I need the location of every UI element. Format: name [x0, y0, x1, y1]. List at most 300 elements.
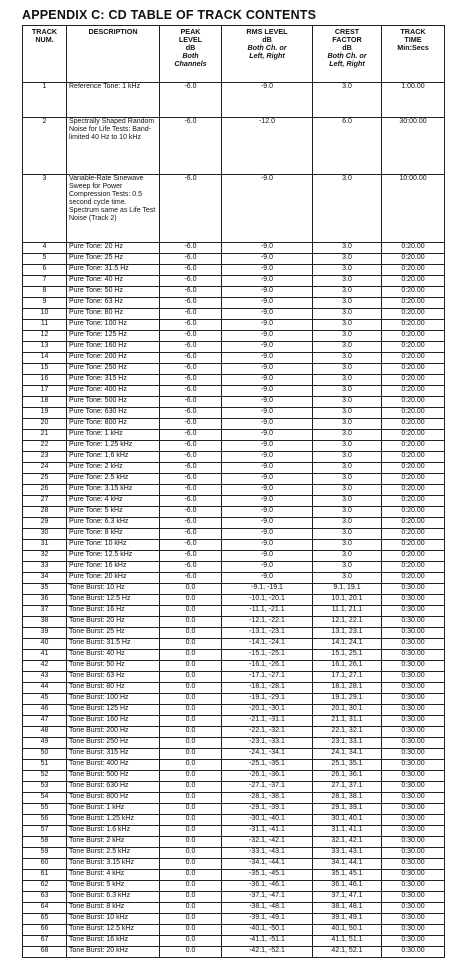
- track-number-cell: 26: [23, 485, 67, 496]
- track-time-cell: 0:30.00: [382, 595, 445, 606]
- track-time-cell: 0:20.00: [382, 298, 445, 309]
- peak-level-cell: 0.0: [160, 672, 222, 683]
- rms-level-cell: -9.0: [222, 83, 313, 118]
- table-row: [23, 441, 445, 452]
- table-row: [23, 551, 445, 562]
- crest-factor-cell: 16.1, 26.1: [313, 661, 382, 672]
- rms-level-cell: -9.0: [222, 463, 313, 474]
- track-number-cell: 2: [23, 118, 67, 175]
- table-row: [23, 309, 445, 320]
- rms-level-cell: -42.1, -52.1: [222, 947, 313, 958]
- peak-level-cell: -6.0: [160, 562, 222, 573]
- track-number-cell: 50: [23, 749, 67, 760]
- crest-factor-cell: 31.1, 41.1: [313, 826, 382, 837]
- table-row: [23, 463, 445, 474]
- track-number-cell: 15: [23, 364, 67, 375]
- peak-level-cell: -6.0: [160, 353, 222, 364]
- header-line: DESCRIPTION: [88, 27, 138, 36]
- track-number-cell: 19: [23, 408, 67, 419]
- rms-level-cell: -9.0: [222, 353, 313, 364]
- description-cell: Pure Tone: 6.3 kHz: [67, 518, 160, 529]
- peak-level-cell: -6.0: [160, 386, 222, 397]
- description-cell: Pure Tone: 20 Hz: [67, 243, 160, 254]
- peak-level-cell: 0.0: [160, 705, 222, 716]
- rms-level-cell: -9.0: [222, 276, 313, 287]
- track-time-cell: 0:30.00: [382, 914, 445, 925]
- peak-level-cell: -6.0: [160, 529, 222, 540]
- track-number-cell: 7: [23, 276, 67, 287]
- description-cell: Pure Tone: 16 kHz: [67, 562, 160, 573]
- description-cell: Pure Tone: 20 kHz: [67, 573, 160, 584]
- table-row: [23, 782, 445, 793]
- track-time-cell: 0:20.00: [382, 452, 445, 463]
- peak-level-cell: 0.0: [160, 881, 222, 892]
- rms-level-cell: -11.1, -21.1: [222, 606, 313, 617]
- header-line: PEAK: [180, 27, 201, 36]
- rms-level-cell: -35.1, -45.1: [222, 870, 313, 881]
- peak-level-cell: 0.0: [160, 771, 222, 782]
- table-row: [23, 496, 445, 507]
- track-time-cell: 1:00.00: [382, 83, 445, 118]
- rms-level-cell: -9.0: [222, 518, 313, 529]
- description-cell: Pure Tone: 250 Hz: [67, 364, 160, 375]
- peak-level-cell: -6.0: [160, 331, 222, 342]
- peak-level-cell: 0.0: [160, 837, 222, 848]
- peak-level-cell: 0.0: [160, 782, 222, 793]
- peak-level-cell: 0.0: [160, 760, 222, 771]
- table-row: [23, 562, 445, 573]
- rms-level-cell: -34.1, -44.1: [222, 859, 313, 870]
- crest-factor-cell: 3.0: [313, 485, 382, 496]
- track-time-cell: 0:30.00: [382, 782, 445, 793]
- description-cell: Tone Burst: 1.25 kHz: [67, 815, 160, 826]
- description-cell: Pure Tone: 25 Hz: [67, 254, 160, 265]
- rms-level-cell: -12.1, -22.1: [222, 617, 313, 628]
- description-cell: Pure Tone: 400 Hz: [67, 386, 160, 397]
- peak-level-cell: -6.0: [160, 507, 222, 518]
- crest-factor-cell: 3.0: [313, 309, 382, 320]
- rms-level-cell: -9.0: [222, 474, 313, 485]
- description-cell: Pure Tone: 8 kHz: [67, 529, 160, 540]
- track-number-cell: 62: [23, 881, 67, 892]
- track-time-cell: 0:20.00: [382, 463, 445, 474]
- rms-level-cell: -26.1, -36.1: [222, 771, 313, 782]
- track-number-cell: 28: [23, 507, 67, 518]
- table-row: [23, 947, 445, 958]
- track-number-cell: 38: [23, 617, 67, 628]
- peak-level-cell: -6.0: [160, 265, 222, 276]
- track-time-cell: 0:30.00: [382, 881, 445, 892]
- description-cell: Tone Burst: 5 kHz: [67, 881, 160, 892]
- track-time-cell: 0:20.00: [382, 364, 445, 375]
- table-row: [23, 386, 445, 397]
- track-time-cell: 0:20.00: [382, 265, 445, 276]
- rms-level-cell: -27.1, -37.1: [222, 782, 313, 793]
- track-number-cell: 31: [23, 540, 67, 551]
- table-row: [23, 595, 445, 606]
- table-row: [23, 320, 445, 331]
- description-cell: Tone Burst: 3.15 kHz: [67, 859, 160, 870]
- crest-factor-cell: 3.0: [313, 320, 382, 331]
- track-number-cell: 46: [23, 705, 67, 716]
- rms-level-cell: -37.1, -47.1: [222, 892, 313, 903]
- table-row: [23, 298, 445, 309]
- track-number-cell: 14: [23, 353, 67, 364]
- track-number-cell: 33: [23, 562, 67, 573]
- rms-level-cell: -9.0: [222, 419, 313, 430]
- header-line: dB: [185, 43, 196, 52]
- description-cell: Pure Tone: 10 kHz: [67, 540, 160, 551]
- rms-level-cell: -9.0: [222, 485, 313, 496]
- track-time-cell: 0:20.00: [382, 419, 445, 430]
- peak-level-cell: 0.0: [160, 870, 222, 881]
- description-cell: Pure Tone: 40 Hz: [67, 276, 160, 287]
- peak-level-cell: 0.0: [160, 859, 222, 870]
- peak-level-cell: -6.0: [160, 298, 222, 309]
- description-cell: Tone Burst: 250 Hz: [67, 738, 160, 749]
- rms-level-cell: -9.0: [222, 320, 313, 331]
- track-time-cell: 0:30.00: [382, 650, 445, 661]
- peak-level-cell: -6.0: [160, 375, 222, 386]
- description-cell: Pure Tone: 1 kHz: [67, 430, 160, 441]
- peak-level-cell: -6.0: [160, 309, 222, 320]
- track-time-cell: 0:20.00: [382, 397, 445, 408]
- rms-level-cell: -10.1, -20.1: [222, 595, 313, 606]
- description-cell: Pure Tone: 4 kHz: [67, 496, 160, 507]
- track-time-cell: 0:20.00: [382, 342, 445, 353]
- description-cell: Pure Tone: 125 Hz: [67, 331, 160, 342]
- table-row: [23, 353, 445, 364]
- description-cell: Pure Tone: 2.5 kHz: [67, 474, 160, 485]
- table-row: [23, 804, 445, 815]
- peak-level-cell: -6.0: [160, 518, 222, 529]
- table-row: [23, 815, 445, 826]
- description-cell: Pure Tone: 800 Hz: [67, 419, 160, 430]
- table-row: [23, 83, 445, 118]
- track-time-cell: 0:20.00: [382, 243, 445, 254]
- rms-level-cell: -9.0: [222, 309, 313, 320]
- description-cell: Tone Burst: 12.5 kHz: [67, 925, 160, 936]
- table-row: [23, 705, 445, 716]
- rms-level-cell: -9.0: [222, 364, 313, 375]
- track-time-cell: 0:30.00: [382, 936, 445, 947]
- description-cell: Spectrally Shaped Random Noise for Life Tests: Band-limited 40 Hz to 10 kHz: [67, 118, 160, 175]
- track-number-cell: 63: [23, 892, 67, 903]
- track-number-cell: 30: [23, 529, 67, 540]
- rms-level-cell: -12.0: [222, 118, 313, 175]
- peak-level-cell: 0.0: [160, 683, 222, 694]
- crest-factor-cell: 3.0: [313, 287, 382, 298]
- track-number-cell: 44: [23, 683, 67, 694]
- peak-level-cell: 0.0: [160, 595, 222, 606]
- page-title: APPENDIX C: CD TABLE OF TRACK CONTENTS: [22, 8, 317, 22]
- table-row: [23, 397, 445, 408]
- peak-level-cell: -6.0: [160, 287, 222, 298]
- crest-factor-cell: 23.1, 33.1: [313, 738, 382, 749]
- peak-level-cell: -6.0: [160, 463, 222, 474]
- track-number-cell: 27: [23, 496, 67, 507]
- peak-level-cell: 0.0: [160, 848, 222, 859]
- track-time-cell: 0:30.00: [382, 804, 445, 815]
- track-number-cell: 17: [23, 386, 67, 397]
- table-row: [23, 749, 445, 760]
- rms-level-cell: -9.0: [222, 397, 313, 408]
- track-number-cell: 55: [23, 804, 67, 815]
- peak-level-cell: -6.0: [160, 243, 222, 254]
- track-time-cell: 0:30.00: [382, 705, 445, 716]
- crest-factor-cell: 3.0: [313, 463, 382, 474]
- track-time-cell: 0:30.00: [382, 815, 445, 826]
- table-row: [23, 672, 445, 683]
- crest-factor-cell: 10.1, 20.1: [313, 595, 382, 606]
- crest-factor-cell: 3.0: [313, 419, 382, 430]
- description-cell: Tone Burst: 20 Hz: [67, 617, 160, 628]
- track-number-cell: 32: [23, 551, 67, 562]
- track-number-cell: 21: [23, 430, 67, 441]
- crest-factor-cell: 39.1, 49.1: [313, 914, 382, 925]
- description-cell: Tone Burst: 40 Hz: [67, 650, 160, 661]
- table-row: [23, 683, 445, 694]
- track-time-cell: 0:30.00: [382, 848, 445, 859]
- track-number-cell: 22: [23, 441, 67, 452]
- header-line: dB: [262, 35, 272, 44]
- peak-level-cell: -6.0: [160, 320, 222, 331]
- header-row: [23, 26, 445, 83]
- rms-level-cell: -39.1, -49.1: [222, 914, 313, 925]
- rms-level-cell: -18.1, -28.1: [222, 683, 313, 694]
- table-row: [23, 584, 445, 595]
- description-cell: Tone Burst: 63 Hz: [67, 672, 160, 683]
- crest-factor-cell: 30.1, 40.1: [313, 815, 382, 826]
- header-line: NUM.: [35, 35, 54, 44]
- rms-level-cell: -9.0: [222, 573, 313, 584]
- description-cell: Reference Tone: 1 kHz: [67, 83, 160, 118]
- header-line: FACTOR: [332, 35, 362, 44]
- description-cell: Tone Burst: 1 kHz: [67, 804, 160, 815]
- rms-level-cell: -9.0: [222, 529, 313, 540]
- rms-level-cell: -9.0: [222, 507, 313, 518]
- crest-factor-cell: 38.1, 48.1: [313, 903, 382, 914]
- track-number-cell: 6: [23, 265, 67, 276]
- track-number-cell: 43: [23, 672, 67, 683]
- peak-level-cell: -6.0: [160, 175, 222, 243]
- table-row: [23, 903, 445, 914]
- description-cell: Tone Burst: 16 Hz: [67, 606, 160, 617]
- description-cell: Tone Burst: 4 kHz: [67, 870, 160, 881]
- track-time-cell: 0:30.00: [382, 837, 445, 848]
- table-row: [23, 408, 445, 419]
- track-time-cell: 0:30.00: [382, 727, 445, 738]
- table-row: [23, 661, 445, 672]
- peak-level-cell: -6.0: [160, 452, 222, 463]
- crest-factor-cell: 25.1, 35.1: [313, 760, 382, 771]
- table-row: [23, 342, 445, 353]
- rms-level-cell: -9.0: [222, 430, 313, 441]
- track-number-cell: 37: [23, 606, 67, 617]
- header-peak-level: [160, 26, 222, 83]
- rms-level-cell: -9.0: [222, 540, 313, 551]
- peak-level-cell: 0.0: [160, 639, 222, 650]
- description-cell: Tone Burst: 31.5 Hz: [67, 639, 160, 650]
- description-cell: Pure Tone: 1.25 kHz: [67, 441, 160, 452]
- peak-level-cell: 0.0: [160, 628, 222, 639]
- table-row: [23, 529, 445, 540]
- track-time-cell: 0:30.00: [382, 749, 445, 760]
- description-cell: Variable-Rate Sinewave Sweep for Power Compression Tests: 0.5 second cycle time. Spectrum same as Life Test Noise (Track 2): [67, 175, 160, 243]
- track-time-cell: 0:30.00: [382, 617, 445, 628]
- table-row: [23, 738, 445, 749]
- track-time-cell: 30:00.00: [382, 118, 445, 175]
- track-time-cell: 0:20.00: [382, 562, 445, 573]
- crest-factor-cell: 3.0: [313, 507, 382, 518]
- peak-level-cell: -6.0: [160, 430, 222, 441]
- description-cell: Pure Tone: 80 Hz: [67, 309, 160, 320]
- table-row: [23, 826, 445, 837]
- peak-level-cell: 0.0: [160, 815, 222, 826]
- rms-level-cell: -9.0: [222, 386, 313, 397]
- crest-factor-cell: 3.0: [313, 342, 382, 353]
- rms-level-cell: -30.1, -40.1: [222, 815, 313, 826]
- description-cell: Tone Burst: 1.6 kHz: [67, 826, 160, 837]
- crest-factor-cell: 3.0: [313, 83, 382, 118]
- table-row: [23, 617, 445, 628]
- track-number-cell: 61: [23, 870, 67, 881]
- track-time-cell: 0:20.00: [382, 375, 445, 386]
- crest-factor-cell: 3.0: [313, 452, 382, 463]
- rms-level-cell: -9.0: [222, 375, 313, 386]
- peak-level-cell: 0.0: [160, 914, 222, 925]
- crest-factor-cell: 3.0: [313, 331, 382, 342]
- crest-factor-cell: 3.0: [313, 243, 382, 254]
- crest-factor-cell: 3.0: [313, 386, 382, 397]
- rms-level-cell: -32.1, -42.1: [222, 837, 313, 848]
- crest-factor-cell: 3.0: [313, 397, 382, 408]
- track-number-cell: 64: [23, 903, 67, 914]
- track-time-cell: 0:20.00: [382, 507, 445, 518]
- header-crest-factor: [313, 26, 382, 83]
- track-time-cell: 0:20.00: [382, 254, 445, 265]
- crest-factor-cell: 11.1, 21.1: [313, 606, 382, 617]
- crest-factor-cell: 40.1, 50.1: [313, 925, 382, 936]
- track-number-cell: 24: [23, 463, 67, 474]
- rms-level-cell: -33.1, -43.1: [222, 848, 313, 859]
- description-cell: Pure Tone: 100 Hz: [67, 320, 160, 331]
- peak-level-cell: -6.0: [160, 485, 222, 496]
- track-number-cell: 42: [23, 661, 67, 672]
- peak-level-cell: 0.0: [160, 892, 222, 903]
- track-number-cell: 4: [23, 243, 67, 254]
- peak-level-cell: 0.0: [160, 936, 222, 947]
- header-line: TRACK: [400, 27, 426, 36]
- peak-level-cell: 0.0: [160, 584, 222, 595]
- table-row: [23, 793, 445, 804]
- description-cell: Tone Burst: 16 kHz: [67, 936, 160, 947]
- peak-level-cell: 0.0: [160, 804, 222, 815]
- track-number-cell: 1: [23, 83, 67, 118]
- track-time-cell: 0:20.00: [382, 287, 445, 298]
- description-cell: Tone Burst: 100 Hz: [67, 694, 160, 705]
- crest-factor-cell: 3.0: [313, 551, 382, 562]
- table-row: [23, 925, 445, 936]
- table-row: [23, 485, 445, 496]
- peak-level-cell: 0.0: [160, 727, 222, 738]
- track-number-cell: 60: [23, 859, 67, 870]
- description-cell: Pure Tone: 630 Hz: [67, 408, 160, 419]
- crest-factor-cell: 3.0: [313, 529, 382, 540]
- rms-level-cell: -22.1, -32.1: [222, 727, 313, 738]
- rms-level-cell: -40.1, -50.1: [222, 925, 313, 936]
- table-row: [23, 639, 445, 650]
- peak-level-cell: 0.0: [160, 650, 222, 661]
- track-number-cell: 48: [23, 727, 67, 738]
- track-time-cell: 0:20.00: [382, 320, 445, 331]
- peak-level-cell: -6.0: [160, 276, 222, 287]
- rms-level-cell: -28.1, -38.1: [222, 793, 313, 804]
- table-row: [23, 419, 445, 430]
- header-line: Min:Secs: [397, 43, 429, 52]
- description-cell: Tone Burst: 400 Hz: [67, 760, 160, 771]
- table-row: [23, 760, 445, 771]
- track-time-cell: 0:30.00: [382, 661, 445, 672]
- track-number-cell: 52: [23, 771, 67, 782]
- header-subline: Both Ch. or: [247, 43, 287, 52]
- crest-factor-cell: 32.1, 42.1: [313, 837, 382, 848]
- rms-level-cell: -9.0: [222, 298, 313, 309]
- track-time-cell: 0:30.00: [382, 606, 445, 617]
- peak-level-cell: 0.0: [160, 738, 222, 749]
- table-row: [23, 540, 445, 551]
- crest-factor-cell: 3.0: [313, 254, 382, 265]
- table-row: [23, 716, 445, 727]
- table-row: [23, 892, 445, 903]
- crest-factor-cell: 26.1, 36.1: [313, 771, 382, 782]
- table-row: [23, 507, 445, 518]
- header-track-num: [23, 26, 67, 83]
- crest-factor-cell: 36.1, 46.1: [313, 881, 382, 892]
- table-row: [23, 936, 445, 947]
- track-time-cell: 0:20.00: [382, 408, 445, 419]
- peak-level-cell: 0.0: [160, 826, 222, 837]
- description-cell: Tone Burst: 630 Hz: [67, 782, 160, 793]
- crest-factor-cell: 18.1, 28.1: [313, 683, 382, 694]
- description-cell: Pure Tone: 3.15 kHz: [67, 485, 160, 496]
- table-row: [23, 243, 445, 254]
- description-cell: Tone Burst: 125 Hz: [67, 705, 160, 716]
- rms-level-cell: -14.1, -24.1: [222, 639, 313, 650]
- header-description: [67, 26, 160, 83]
- description-cell: Tone Burst: 10 Hz: [67, 584, 160, 595]
- crest-factor-cell: 3.0: [313, 540, 382, 551]
- table-row: [23, 650, 445, 661]
- rms-level-cell: -21.1, -31.1: [222, 716, 313, 727]
- table-row: [23, 914, 445, 925]
- table-row: [23, 331, 445, 342]
- track-number-cell: 13: [23, 342, 67, 353]
- peak-level-cell: -6.0: [160, 118, 222, 175]
- description-cell: Pure Tone: 63 Hz: [67, 298, 160, 309]
- description-cell: Pure Tone: 315 Hz: [67, 375, 160, 386]
- crest-factor-cell: 3.0: [313, 375, 382, 386]
- track-time-cell: 0:20.00: [382, 496, 445, 507]
- peak-level-cell: -6.0: [160, 419, 222, 430]
- track-time-cell: 0:20.00: [382, 441, 445, 452]
- track-number-cell: 36: [23, 595, 67, 606]
- rms-level-cell: -9.0: [222, 441, 313, 452]
- crest-factor-cell: 19.1, 29.1: [313, 694, 382, 705]
- table-body: [23, 83, 445, 958]
- peak-level-cell: -6.0: [160, 408, 222, 419]
- crest-factor-cell: 3.0: [313, 364, 382, 375]
